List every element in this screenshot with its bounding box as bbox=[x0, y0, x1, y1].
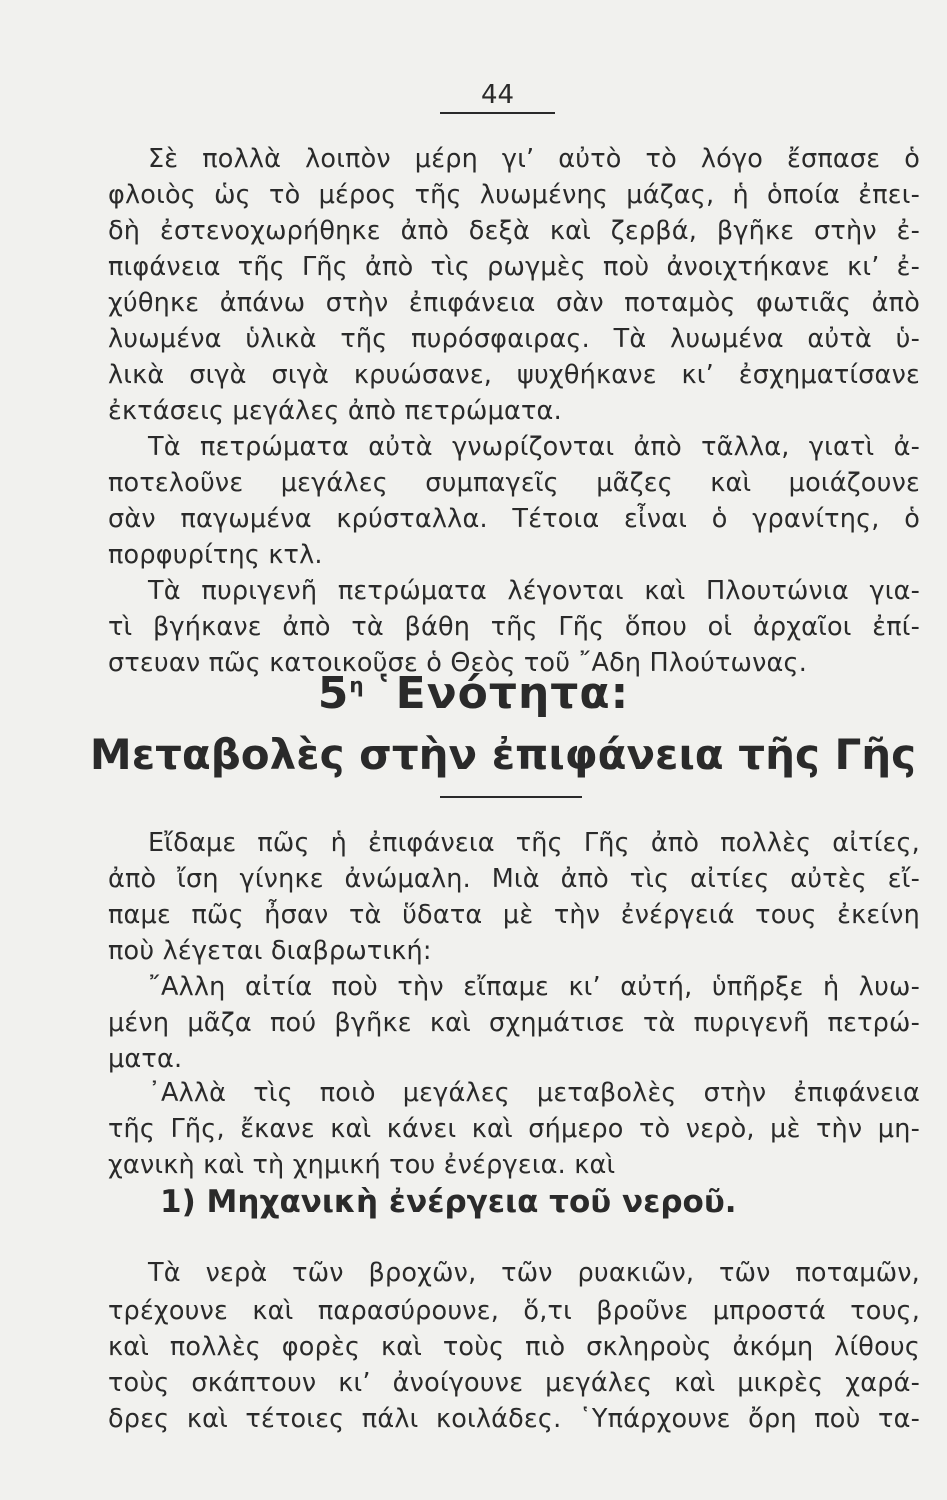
text-line: ἀπὸ ἴση γίνηκε ἀνώμαλη. Μιὰ ἀπὸ τὶς αἰτίες αὐτὲς εἴ- bbox=[108, 864, 920, 894]
text-line: στευαν πῶς κατοικοῦσε ὁ Θεὸς τοῦ ῎Αδη Πλούτωνας. bbox=[108, 648, 808, 678]
text-line: πιφάνεια τῆς Γῆς ἀπὸ τὶς ρωγμὲς ποὺ ἀνοιχτήκανε κι’ ἐ- bbox=[108, 252, 920, 282]
text-line: δὴ ἐστενοχωρήθηκε ἀπὸ δεξὰ καὶ ζερβά, βγῆκε στὴν ἐ- bbox=[108, 216, 920, 246]
text-line: τοὺς σκάπτουν κι’ ἀνοίγουνε μεγάλες καὶ μικρὲς χαρά- bbox=[108, 1368, 920, 1398]
text-line: Τὰ πετρώματα αὐτὰ γνωρίζονται ἀπὸ τᾶλλα, γιατὶ ἀ- bbox=[148, 432, 920, 462]
subheading: 1) Μηχανικὴ ἐνέργεια τοῦ νεροῦ. bbox=[160, 1184, 737, 1220]
text-line: ποτελοῦνε μεγάλες συμπαγεῖς μᾶζες καὶ μοιάζουνε bbox=[108, 468, 920, 498]
text-line: ῎Αλλη αἰτία ποὺ τὴν εἴπαμε κι’ αὐτή, ὑπῆρξε ἡ λυω- bbox=[148, 972, 920, 1002]
divider bbox=[440, 796, 582, 798]
text-line: Σὲ πολλὰ λοιπὸν μέρη γι’ αὐτὸ τὸ λόγο ἔσπασε ὁ bbox=[148, 144, 920, 174]
section-number-suffix: η bbox=[349, 673, 365, 698]
section-title: Μεταβολὲς στὴν ἐπιφάνεια τῆς Γῆς bbox=[89, 730, 917, 779]
text-line: πορφυρίτης κτλ. bbox=[108, 540, 323, 570]
text-line: χύθηκε ἀπάνω στὴν ἐπιφάνεια σὰν ποταμὸς φωτιᾶς ἀπὸ bbox=[108, 288, 920, 318]
text-line: λυωμένα ὑλικὰ τῆς πυρόσφαιρας. Τὰ λυωμένα αὐτὰ ὑ- bbox=[108, 324, 920, 354]
text-line: τὶ βγήκανε ἀπὸ τὰ βάθη τῆς Γῆς ὅπου οἱ ἀρχαῖοι ἐπί- bbox=[108, 612, 920, 642]
text-line: λικὰ σιγὰ σιγὰ κρυώσανε, ψυχθήκανε κι’ ἐσχηματίσανε bbox=[108, 360, 920, 390]
text-line: καὶ πολλὲς φορὲς καὶ τοὺς πιὸ σκληροὺς ἀκόμη λίθους bbox=[108, 1332, 920, 1362]
section-label: ῾Ενότητα: bbox=[372, 668, 630, 719]
text-line: ματα. bbox=[108, 1044, 183, 1074]
text-line: παμε πῶς ἦσαν τὰ ὕδατα μὲ τὴν ἐνέργειά τους ἐκείνη bbox=[108, 900, 920, 930]
text-line: Τὰ πυριγενῆ πετρώματα λέγονται καὶ Πλουτώνια για- bbox=[148, 576, 920, 606]
text-line: σὰν παγωμένα κρύσταλλα. Τέτοια εἶναι ὁ γρανίτης, ὁ bbox=[108, 504, 920, 534]
section-heading bbox=[0, 668, 947, 719]
text-line: δρες καὶ τέτοιες πάλι κοιλάδες. ῾Υπάρχουνε ὄρη ποὺ τα- bbox=[108, 1404, 920, 1434]
text-line: ἐκτάσεις μεγάλες ἀπὸ πετρώματα. bbox=[108, 396, 562, 426]
text-line: ᾿Αλλὰ τὶς ποιὸ μεγάλες μεταβολὲς στὴν ἐπιφάνεια bbox=[148, 1078, 920, 1108]
text-line: Εἴδαμε πῶς ἡ ἐπιφάνεια τῆς Γῆς ἀπὸ πολλὲς αἰτίες, bbox=[148, 828, 920, 858]
text-line: τρέχουνε καὶ παρασύρουνε, ὅ,τι βροῦνε μπροστά τους, bbox=[108, 1296, 920, 1326]
text-line: ποὺ λέγεται διαβρωτική: bbox=[108, 936, 432, 966]
text-line: Τὰ νερὰ τῶν βροχῶν, τῶν ρυακιῶν, τῶν ποταμῶν, bbox=[148, 1258, 920, 1288]
section-number: 5 bbox=[317, 668, 350, 719]
text-line: μένη μᾶζα πού βγῆκε καὶ σχημάτισε τὰ πυριγενῆ πετρώ- bbox=[108, 1008, 920, 1038]
text-line: φλοιὸς ὡς τὸ μέρος τῆς λυωμένης μάζας, ἡ ὁποία ἐπει- bbox=[108, 180, 920, 210]
text-line: χανικὴ καὶ τὴ χημική του ἐνέργεια. καὶ bbox=[108, 1150, 616, 1180]
page-number: 44 bbox=[440, 80, 555, 114]
text-line: τῆς Γῆς, ἔκανε καὶ κάνει καὶ σήμερο τὸ νερὸ, μὲ τὴν μη- bbox=[108, 1114, 920, 1144]
